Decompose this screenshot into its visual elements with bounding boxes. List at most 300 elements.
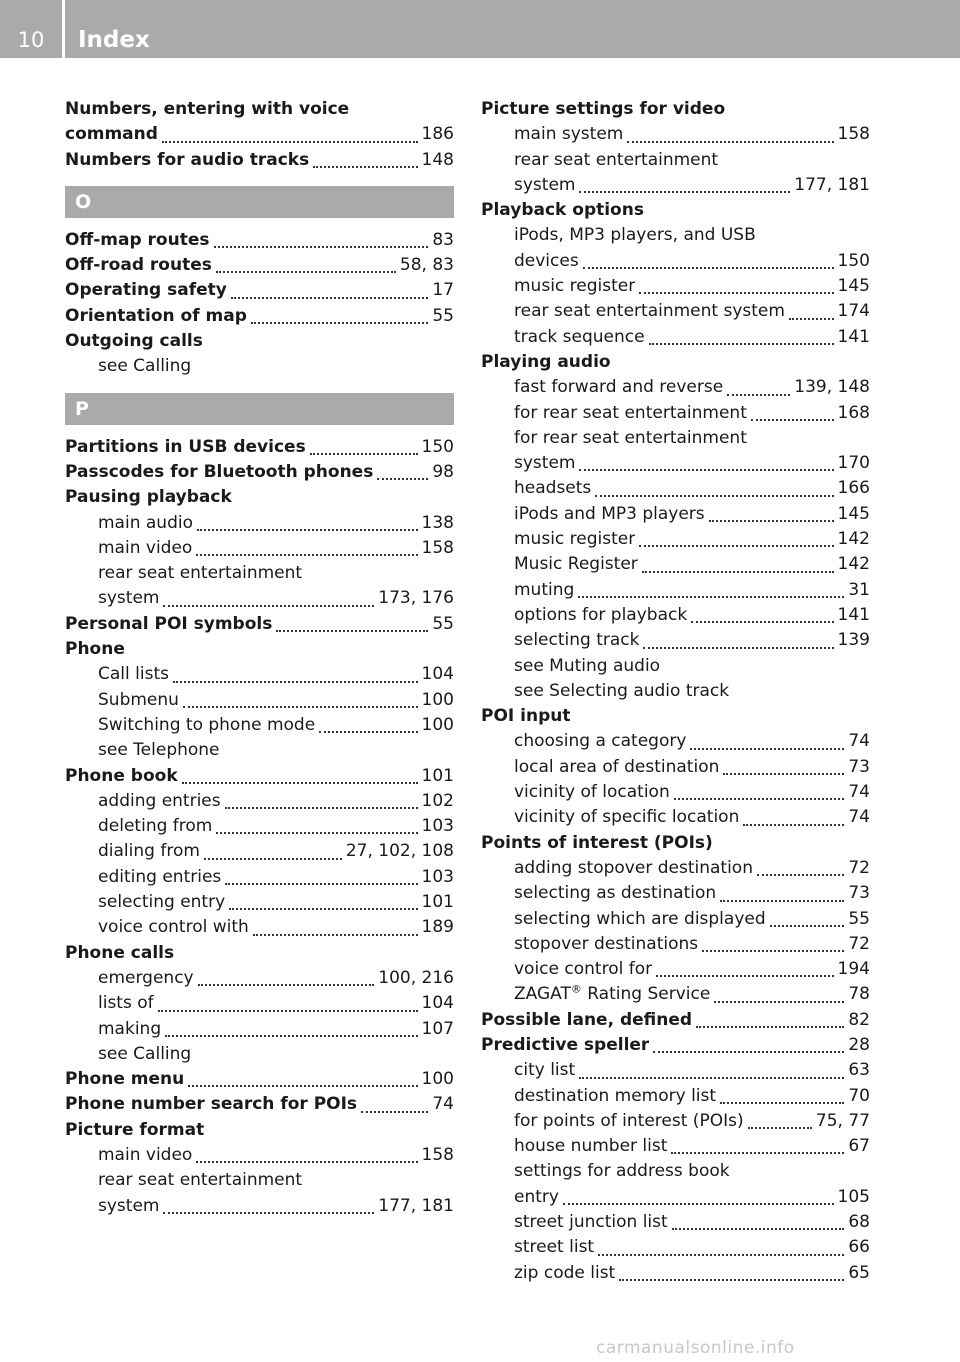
entry-text: street junction list <box>514 1212 668 1233</box>
index-entry <box>481 831 870 856</box>
entry-text: emergency <box>98 967 194 988</box>
entry-text: command <box>65 124 158 145</box>
page-reference: 74 <box>432 1094 454 1115</box>
entry-text: dialing from <box>98 841 200 862</box>
page-reference: 107 <box>421 1018 454 1039</box>
dot-leader <box>163 1194 374 1219</box>
dot-leader <box>158 991 418 1016</box>
entry-text: Phone menu <box>65 1069 185 1090</box>
page-reference: 141 <box>837 326 870 347</box>
entry-text: Off-road routes <box>65 255 212 276</box>
entry-text: see Calling <box>98 356 192 377</box>
page-reference: 83 <box>432 229 454 250</box>
index-subentry <box>481 780 870 805</box>
entry-text: Outgoing calls <box>65 331 203 352</box>
entry-text <box>514 982 710 1007</box>
entry-text: adding stopover destination <box>514 857 753 878</box>
watermark: carmanualsonline.info <box>596 1338 795 1358</box>
entry-text: local area of destination <box>514 756 720 777</box>
dot-leader <box>197 511 418 536</box>
index-subentry <box>481 755 870 780</box>
dot-leader <box>188 1067 417 1092</box>
dot-leader <box>182 764 418 789</box>
dot-leader <box>579 451 833 476</box>
page-reference: 148 <box>421 149 454 170</box>
entry-text: headsets <box>514 478 592 499</box>
index-subentry <box>481 1084 870 1109</box>
entry-text: vicinity of location <box>514 782 670 803</box>
entry-text: rear seat entertainment <box>514 149 719 170</box>
dot-leader <box>656 957 833 982</box>
dot-leader <box>583 249 834 274</box>
entry-text: Call lists <box>98 664 169 685</box>
index-entry <box>65 435 454 460</box>
index-entry <box>65 941 454 966</box>
entry-text: Phone book <box>65 765 178 786</box>
index-entry <box>65 253 454 278</box>
dot-leader <box>313 148 417 173</box>
dot-leader <box>163 586 374 611</box>
entry-text: Music Register <box>514 554 638 575</box>
index-subentry <box>65 738 454 763</box>
index-subentry <box>481 274 870 299</box>
page-reference: 166 <box>837 478 870 499</box>
index-entry <box>65 485 454 510</box>
page-reference: 55 <box>432 613 454 634</box>
page-reference: 104 <box>421 664 454 685</box>
entry-text: rear seat entertainment <box>98 1170 303 1191</box>
dot-leader <box>225 865 417 890</box>
dot-leader <box>757 856 844 881</box>
entry-text: deleting from <box>98 816 213 837</box>
page-reference: 55 <box>848 908 870 929</box>
dot-leader <box>579 173 790 198</box>
entry-text: muting <box>514 579 575 600</box>
entry-text-part: Rating Service <box>581 984 711 1005</box>
index-subentry <box>481 679 870 704</box>
page-reference: 158 <box>421 537 454 558</box>
index-subentry <box>481 299 870 324</box>
dot-leader <box>671 1134 844 1159</box>
dot-leader <box>225 789 418 814</box>
entry-text: choosing a category <box>514 731 687 752</box>
dot-leader <box>642 552 834 577</box>
entry-text: city list <box>514 1060 576 1081</box>
index-subentry <box>65 354 454 379</box>
entry-text: settings for address book <box>514 1161 730 1182</box>
page-title: Index <box>78 27 150 53</box>
entry-text: Picture format <box>65 1119 205 1140</box>
entry-text: for rear seat entertainment <box>514 427 747 448</box>
dot-leader <box>619 1261 844 1286</box>
page-reference: 102 <box>421 790 454 811</box>
index-subentry <box>65 839 454 864</box>
entry-text: main video <box>98 1144 193 1165</box>
entry-text: see Muting audio <box>514 655 661 676</box>
page-reference: 139, 148 <box>794 377 870 398</box>
index-subentry <box>65 789 454 814</box>
entry-text: Picture settings for video <box>481 99 726 119</box>
entry-text: stopover destinations <box>514 933 699 954</box>
index-subentry <box>481 729 870 754</box>
index-subentry <box>481 1210 870 1235</box>
dot-leader <box>276 612 428 637</box>
dot-leader <box>216 253 396 278</box>
index-subentry <box>65 586 454 611</box>
index-subentry <box>481 173 870 198</box>
page-reference: 138 <box>421 512 454 533</box>
page-reference: 170 <box>837 453 870 474</box>
index-subentry <box>481 907 870 932</box>
entry-text: track sequence <box>514 326 645 347</box>
dot-leader <box>251 304 428 329</box>
page-reference: 168 <box>837 402 870 423</box>
index-subentry <box>481 375 870 400</box>
entry-text: Orientation of map <box>65 305 247 326</box>
dot-leader <box>720 881 844 906</box>
page-reference: 73 <box>848 883 870 904</box>
entry-text: Phone number search for POIs <box>65 1094 358 1115</box>
index-entry <box>65 612 454 637</box>
index-subentry <box>65 713 454 738</box>
index-subentry <box>481 1058 870 1083</box>
page-reference: 103 <box>421 816 454 837</box>
index-subentry <box>65 688 454 713</box>
entry-text: Points of interest (POIs) <box>481 832 713 853</box>
dot-leader <box>709 502 834 527</box>
page-reference: 177, 181 <box>794 174 870 195</box>
page-reference: 145 <box>837 503 870 524</box>
dot-leader <box>214 228 429 253</box>
dot-leader <box>204 839 342 864</box>
index-subentry <box>65 1143 454 1168</box>
entry-text-part: ZAGAT <box>514 984 571 1005</box>
dot-leader <box>743 805 844 830</box>
index-subentry <box>481 401 870 426</box>
dot-leader <box>672 1210 845 1235</box>
dot-leader <box>727 375 790 400</box>
index-entry <box>481 350 870 375</box>
entry-text: see Calling <box>98 1043 192 1064</box>
page-reference: 177, 181 <box>378 1195 454 1216</box>
index-subentry <box>481 451 870 476</box>
index-entry <box>481 97 870 122</box>
index-subentry <box>481 881 870 906</box>
entry-text: Playback options <box>481 200 644 221</box>
section-letter-header: P <box>65 393 454 425</box>
dot-leader <box>377 460 428 485</box>
entry-text: Passcodes for Bluetooth phones <box>65 461 374 482</box>
dot-leader <box>723 755 844 780</box>
entry-text: Partitions in USB devices <box>65 436 306 457</box>
entry-text: selecting entry <box>98 892 226 913</box>
index-subentry <box>481 805 870 830</box>
entry-text: main system <box>514 124 624 145</box>
dot-leader <box>216 814 417 839</box>
entry-text: voice control with <box>98 917 249 938</box>
page-reference: 66 <box>848 1237 870 1258</box>
page-reference: 139 <box>837 630 870 651</box>
index-subentry <box>65 865 454 890</box>
page-reference: 63 <box>848 1060 870 1081</box>
index-entry <box>65 304 454 329</box>
dot-leader <box>598 1235 844 1260</box>
page-reference: 65 <box>848 1262 870 1283</box>
index-entry <box>65 97 454 122</box>
entry-text: lists of <box>98 993 154 1014</box>
page-reference: 17 <box>432 280 454 301</box>
page-reference: 103 <box>421 866 454 887</box>
entry-text: music register <box>514 529 636 550</box>
dot-leader <box>702 932 844 957</box>
entry-text: selecting which are displayed <box>514 908 766 929</box>
page-reference: 100 <box>421 689 454 710</box>
page-reference: 101 <box>421 892 454 913</box>
index-subentry <box>481 1159 870 1184</box>
index-subentry <box>481 148 870 173</box>
entry-text: destination memory list <box>514 1085 717 1106</box>
entry-text: house number list <box>514 1136 668 1157</box>
entry-text: Predictive speller <box>481 1034 650 1055</box>
index-subentry <box>65 662 454 687</box>
entry-text: entry <box>514 1186 559 1207</box>
index-subentry <box>481 325 870 350</box>
index-subentry <box>481 249 870 274</box>
registered-mark: ® <box>570 982 582 996</box>
index-subentry <box>481 957 870 982</box>
dot-leader <box>691 603 833 628</box>
page-reference: 100 <box>421 1069 454 1090</box>
index-subentry <box>481 122 870 147</box>
index-entry <box>65 278 454 303</box>
dot-leader <box>361 1092 428 1117</box>
index-entry <box>481 1033 870 1058</box>
index-entry <box>65 637 454 662</box>
entry-text: Playing audio <box>481 351 611 372</box>
page-reference: 194 <box>837 959 870 980</box>
dot-leader <box>563 1185 834 1210</box>
dot-leader <box>196 536 417 561</box>
page-number: 10 <box>17 28 45 52</box>
index-subentry <box>481 1109 870 1134</box>
entry-text: voice control for <box>514 959 653 980</box>
dot-leader <box>674 780 845 805</box>
dot-leader <box>751 401 834 426</box>
entry-text: main audio <box>98 512 193 533</box>
entry-text: fast forward and reverse <box>514 377 724 398</box>
entry-text: main video <box>98 537 193 558</box>
index-subentry <box>481 1134 870 1159</box>
entry-text: for rear seat entertainment <box>514 402 747 423</box>
page-reference: 173, 176 <box>378 588 454 609</box>
index-entry <box>65 1118 454 1143</box>
entry-text: selecting as destination <box>514 883 717 904</box>
index-column-left <box>65 97 454 1219</box>
dot-leader <box>579 1058 844 1083</box>
index-entry <box>65 1092 454 1117</box>
page-reference: 104 <box>421 993 454 1014</box>
header-divider <box>62 0 65 58</box>
dot-leader <box>183 688 418 713</box>
index-subentry <box>481 426 870 451</box>
dot-leader <box>627 122 833 147</box>
dot-leader <box>639 274 833 299</box>
section-letter-header: O <box>65 186 454 218</box>
page-reference: 174 <box>837 301 870 322</box>
index-subentry <box>481 502 870 527</box>
index-subentry <box>65 511 454 536</box>
entry-text: Off-map routes <box>65 229 210 250</box>
index-subentry <box>481 1185 870 1210</box>
entry-text: Phone <box>65 639 125 660</box>
entry-text: Numbers for audio tracks <box>65 149 310 170</box>
entry-text: system <box>514 453 576 474</box>
entry-text: iPods, MP3 players, and USB <box>514 225 756 246</box>
entry-text: Phone calls <box>65 942 175 963</box>
page-reference: 72 <box>848 933 870 954</box>
page-reference: 67 <box>848 1136 870 1157</box>
entry-text: system <box>98 1195 160 1216</box>
index-subentry <box>481 527 870 552</box>
dot-leader <box>578 578 844 603</box>
dot-leader <box>198 966 375 991</box>
entry-text: system <box>514 174 576 195</box>
index-subentry <box>481 552 870 577</box>
dot-leader <box>653 1033 844 1058</box>
page-reference: 31 <box>848 579 870 600</box>
page-reference: 158 <box>837 124 870 145</box>
dot-leader <box>748 1109 812 1134</box>
index-entry <box>65 122 454 147</box>
entry-text: zip code list <box>514 1262 616 1283</box>
index-subentry <box>481 603 870 628</box>
page-reference: 82 <box>848 1009 870 1030</box>
page-reference: 100 <box>421 714 454 735</box>
index-subentry <box>481 628 870 653</box>
page-reference: 101 <box>421 765 454 786</box>
page-reference: 186 <box>421 124 454 145</box>
index-subentry <box>65 991 454 1016</box>
dot-leader <box>196 1143 417 1168</box>
index-subentry <box>65 915 454 940</box>
entry-text: Numbers, entering with voice <box>65 99 350 119</box>
dot-leader <box>310 435 418 460</box>
entry-text: editing entries <box>98 866 222 887</box>
page-reference: 74 <box>848 731 870 752</box>
dot-leader <box>165 1017 417 1042</box>
index-column-right <box>481 97 870 1286</box>
page-reference: 145 <box>837 276 870 297</box>
entry-text: Submenu <box>98 689 179 710</box>
index-subentry <box>481 578 870 603</box>
index-entry <box>65 764 454 789</box>
page-reference: 73 <box>848 756 870 777</box>
entry-text: system <box>98 588 160 609</box>
entry-text: vicinity of specific location <box>514 807 740 828</box>
entry-text: street list <box>514 1237 595 1258</box>
index-entry <box>65 228 454 253</box>
index-subentry <box>481 1235 870 1260</box>
page-header <box>0 0 960 58</box>
entry-text: Switching to phone mode <box>98 714 316 735</box>
index-subentry <box>481 982 870 1007</box>
page-reference: 150 <box>837 250 870 271</box>
page-reference: 74 <box>848 807 870 828</box>
entry-text: options for playback <box>514 604 688 625</box>
entry-text: music register <box>514 276 636 297</box>
page-reference: 150 <box>421 436 454 457</box>
dot-leader <box>789 299 834 324</box>
entry-text: selecting track <box>514 630 640 651</box>
dot-leader <box>229 890 417 915</box>
page-reference: 28 <box>848 1034 870 1055</box>
dot-leader <box>319 713 417 738</box>
dot-leader <box>639 527 833 552</box>
dot-leader <box>643 628 833 653</box>
entry-text: see Selecting audio track <box>514 680 730 701</box>
page-reference: 74 <box>848 782 870 803</box>
index-subentry <box>65 1168 454 1193</box>
entry-text: Operating safety <box>65 280 227 301</box>
entry-text: Pausing playback <box>65 487 232 508</box>
page-reference: 100, 216 <box>378 967 454 988</box>
dot-leader <box>714 982 844 1007</box>
index-entry <box>65 460 454 485</box>
index-entry <box>481 704 870 729</box>
entry-text: Personal POI symbols <box>65 613 273 634</box>
index-entry <box>481 198 870 223</box>
dot-leader <box>253 915 418 940</box>
entry-text: rear seat entertainment system <box>514 301 785 322</box>
page-reference: 58, 83 <box>399 255 454 276</box>
index-subentry <box>65 1017 454 1042</box>
page-reference: 98 <box>432 461 454 482</box>
entry-text: adding entries <box>98 790 221 811</box>
entry-text: see Telephone <box>98 740 220 761</box>
entry-text: making <box>98 1018 162 1039</box>
index-subentry <box>65 536 454 561</box>
dot-leader <box>696 1008 844 1033</box>
index-subentry <box>65 561 454 586</box>
dot-leader <box>231 278 428 303</box>
entry-text: for points of interest (POIs) <box>514 1110 744 1131</box>
page-reference: 141 <box>837 604 870 625</box>
dot-leader <box>173 662 418 687</box>
entry-text: devices <box>514 250 579 271</box>
page-reference: 68 <box>848 1212 870 1233</box>
entry-text: Possible lane, defined <box>481 1009 693 1030</box>
page-reference: 78 <box>848 984 870 1005</box>
index-subentry <box>65 890 454 915</box>
page-reference: 142 <box>837 554 870 575</box>
page-reference: 189 <box>421 917 454 938</box>
page-reference: 55 <box>432 305 454 326</box>
index-entry <box>481 1008 870 1033</box>
index-subentry <box>65 814 454 839</box>
page-reference: 158 <box>421 1144 454 1165</box>
entry-text: rear seat entertainment <box>98 563 303 584</box>
page-reference: 75, 77 <box>815 1110 870 1131</box>
index-subentry <box>481 856 870 881</box>
page-reference: 72 <box>848 857 870 878</box>
dot-leader <box>595 476 833 501</box>
entry-text: iPods and MP3 players <box>514 503 705 524</box>
index-subentry <box>481 654 870 679</box>
dot-leader <box>770 907 845 932</box>
dot-leader <box>690 729 844 754</box>
index-entry <box>65 329 454 354</box>
index-subentry <box>65 1194 454 1219</box>
